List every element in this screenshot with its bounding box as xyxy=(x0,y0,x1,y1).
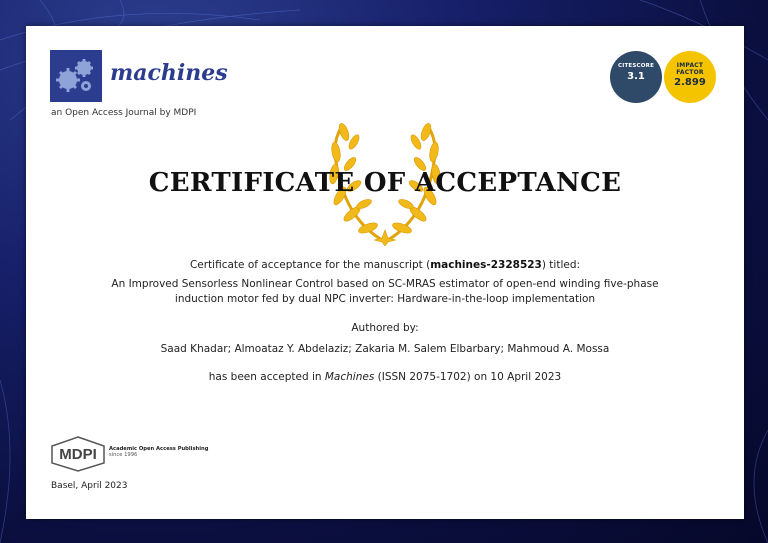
journal-logo xyxy=(50,50,102,102)
impact-value: 2.899 xyxy=(674,77,706,88)
impact-label-1: IMPACT xyxy=(676,62,704,69)
place-date: Basel, April 2023 xyxy=(51,481,128,491)
since-text: since 1996 xyxy=(109,452,138,458)
manuscript-id: machines-2328523 xyxy=(430,259,542,271)
manuscript-intro xyxy=(26,259,744,271)
accepted-text: has been accepted in xyxy=(208,371,325,383)
accepted-date: (ISSN 2075-1702) on 10 April 2023 xyxy=(374,371,562,383)
paper-title-line2: induction motor fed by dual NPC inverter: Hardware-in-the-loop implementation xyxy=(174,293,596,305)
citescore-label: CITESCORE xyxy=(617,63,655,69)
citescore-badge xyxy=(610,51,662,103)
citescore-value: 3.1 xyxy=(627,71,645,82)
impact-label-2: FACTOR xyxy=(676,68,704,76)
authored-by-label: Authored by: xyxy=(351,322,419,334)
journal-name: machines xyxy=(110,60,228,86)
intro-end: ) titled: xyxy=(541,259,581,271)
journal-subtitle: an Open Access Journal by MDPI xyxy=(51,108,197,118)
intro-text: Certificate of acceptance for the manuscript ( xyxy=(189,259,431,271)
mdpi-logo xyxy=(50,436,106,472)
authors-list: Saad Khadar; Almoataz Y. Abdelaziz; Zakaria M. Salem Elbarbary; Mahmoud A. Mossa xyxy=(160,343,610,355)
impact-factor-badge xyxy=(664,51,716,103)
journal-italic: Machines xyxy=(324,371,375,383)
mdpi-logo-text: MDPI xyxy=(59,446,97,463)
tagline-text: Academic Open Access Publishing xyxy=(109,446,209,452)
certificate-card xyxy=(26,26,744,519)
gears-icon xyxy=(50,50,102,102)
publisher-tagline xyxy=(109,446,208,458)
acceptance-statement xyxy=(26,371,744,383)
paper-title-line1: An Improved Sensorless Nonlinear Control based on SC-MRAS estimator of open-end winding five-phase xyxy=(111,278,659,290)
certificate-title: CERTIFICATE OF ACCEPTANCE xyxy=(148,168,622,198)
